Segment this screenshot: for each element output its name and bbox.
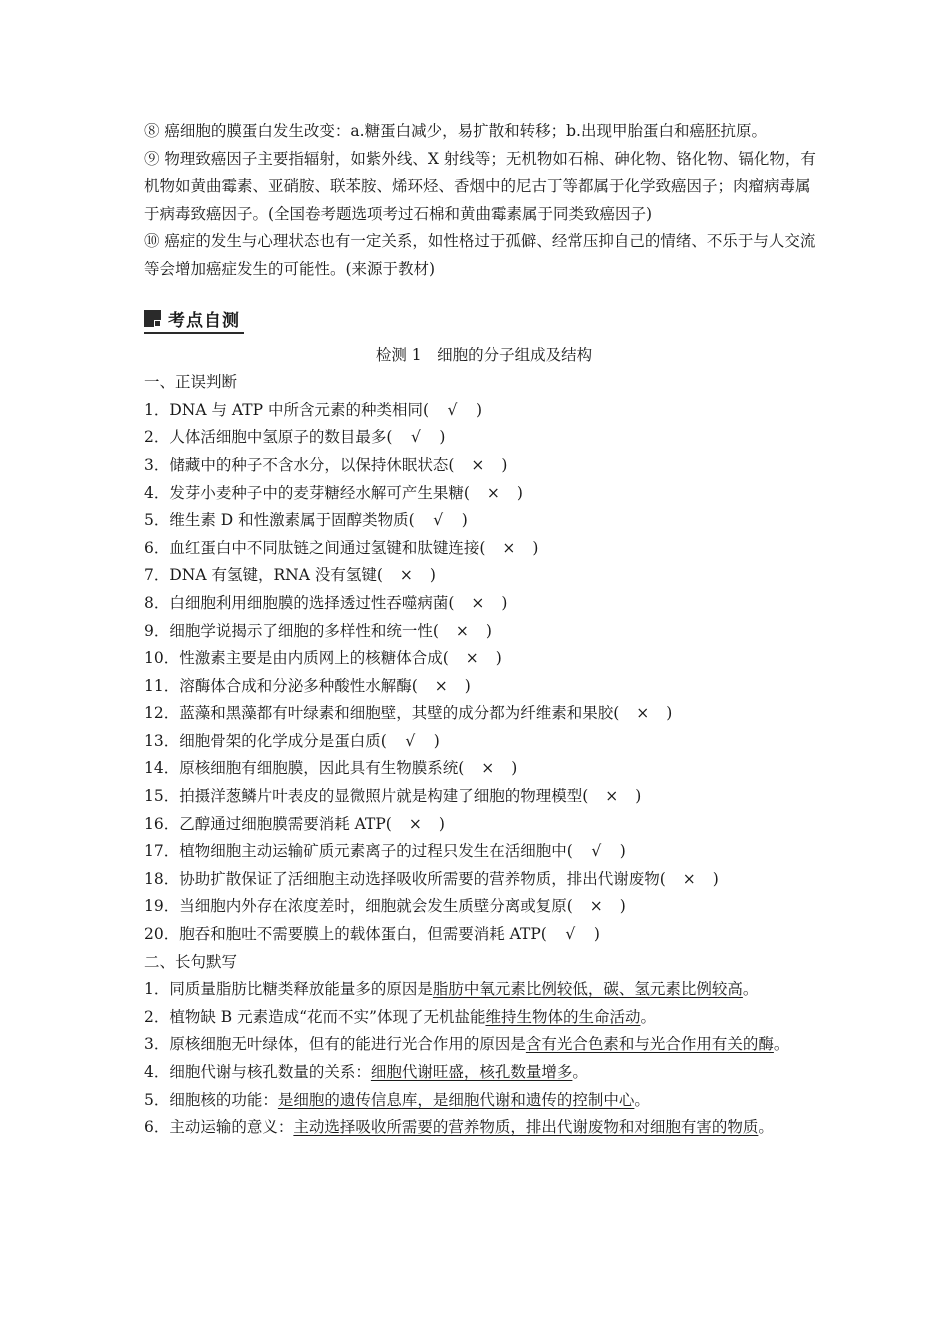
item-text: 6．血红蛋白中不同肽链之间通过氢键和肽键连接( [144, 538, 486, 557]
item-answer: × [605, 787, 619, 806]
part1-heading: 一、正误判断 [144, 373, 238, 392]
close-paren: ) [495, 649, 502, 668]
sentence-end: 。 [572, 1063, 588, 1081]
close-paren: ) [464, 676, 471, 695]
close-paren: ) [666, 704, 673, 723]
item-text: 16．乙醇通过细胞膜需要消耗 ATP( [144, 814, 392, 833]
judgement-item [144, 480, 824, 508]
judgement-item [144, 811, 824, 839]
item-answer: × [502, 538, 516, 557]
judgement-list [144, 397, 824, 949]
item-text: 8．白细胞利用细胞膜的选择透过性吞噬病菌( [144, 593, 455, 612]
item-answer: × [682, 869, 696, 888]
sentence-end: 。 [634, 1090, 650, 1109]
close-paren: ) [433, 731, 440, 750]
item-text: 19．当细胞内外存在浓度差时，细胞就会发生质壁分离或复原( [144, 897, 573, 916]
underlined-answer: 细胞代谢旺盛，核孔数量增多 [370, 1063, 573, 1081]
item-text: 5．维生素 D 和性激素属于固醇类物质( [144, 511, 415, 530]
section-header [144, 306, 824, 332]
judgement-item [144, 535, 824, 563]
item-text: 13．细胞骨架的化学成分是蛋白质( [144, 731, 387, 750]
section-underline [144, 332, 244, 334]
close-paren: ) [516, 483, 523, 502]
sentence-end: 。 [773, 1035, 790, 1054]
item-answer: √ [433, 511, 444, 530]
item-text: 3．储藏中的种子不含水分，以保持休眠状态( [144, 455, 455, 474]
item-text: 7．DNA 有氢键，RNA 没有氢键( [144, 566, 383, 585]
document-page [144, 118, 824, 1142]
sentence-prompt: 3．原核细胞无叶绿体，但有的能进行光合作用的原因是 [144, 1035, 526, 1054]
item-text: 2．人体活细胞中氢原子的数目最多( [144, 428, 393, 447]
judgement-item [144, 866, 824, 894]
judgement-item [144, 728, 824, 756]
close-paren: ) [593, 925, 600, 944]
item-text: 12．蓝藻和黑藻都有叶绿素和细胞壁，其壁的成分都为纤维素和果胶( [144, 704, 620, 723]
item-text: 4．发芽小麦种子中的麦芽糖经水解可产生果糖( [144, 483, 470, 502]
item-text: 18．协助扩散保证了活细胞主动选择吸收所需要的营养物质，排出代谢废物( [144, 869, 666, 888]
section-square-icon [144, 310, 161, 327]
sentence-end: 。 [758, 1118, 774, 1137]
judgement-item [144, 590, 824, 618]
judgement-item [144, 700, 824, 728]
sentence-prompt: 2．植物缺 B 元素造成“花而不实”体现了无机盐能 [144, 1007, 486, 1026]
long-sentence-item [144, 1059, 824, 1087]
sentence-prompt: 6．主动运输的意义： [144, 1118, 294, 1137]
item-text: 11．溶酶体合成和分泌多种酸性水解酶( [144, 676, 418, 695]
item-text: 20．胞吞和胞吐不需要膜上的载体蛋白，但需要消耗 ATP( [144, 925, 547, 944]
item-answer: × [455, 621, 469, 640]
item-answer: √ [410, 428, 421, 447]
sentence-end: 。 [742, 980, 759, 999]
close-paren: ) [429, 566, 436, 585]
section-title: 考点自测 [168, 311, 240, 332]
item-text: 1．DNA 与 ATP 中所含元素的种类相同( [144, 400, 429, 419]
judgement-item [144, 618, 824, 646]
item-answer: × [408, 814, 422, 833]
judgement-item [144, 921, 824, 949]
close-paren: ) [501, 455, 508, 474]
judgement-item [144, 645, 824, 673]
item-text: 14．原核细胞有细胞膜，因此具有生物膜系统( [144, 759, 465, 778]
long-sentence-item [144, 1004, 824, 1032]
long-sentence-item [144, 1087, 824, 1115]
judgement-item [144, 452, 824, 480]
judgement-item [144, 397, 824, 425]
close-paren: ) [532, 538, 539, 557]
close-paren: ) [501, 593, 508, 612]
underlined-answer: 主动选择吸收所需要的营养物质，排出代谢废物和对细胞有害的物质 [293, 1118, 759, 1137]
underlined-answer: 维持生物体的生命活动 [485, 1007, 641, 1026]
item-answer: × [481, 759, 495, 778]
close-paren: ) [476, 400, 483, 419]
intro-paragraph-10: ⑩ 癌症的发生与心理状态也有一定关系，如性格过于孤僻、经常压抑自己的情绪、不乐于与人交流等会增加癌症发生的可能性。(来源于教材) [144, 232, 816, 278]
close-paren: ) [511, 759, 518, 778]
intro-paragraph-8: ⑧ 癌细胞的膜蛋白发生改变：a.糖蛋白减少，易扩散和转移；b.出现甲胎蛋白和癌胚抗原。 [144, 122, 767, 140]
judgement-item [144, 562, 824, 590]
item-answer: × [471, 455, 485, 474]
underlined-answer: 脂肪中氧元素比例较低，碳、氢元素比例较高 [432, 980, 743, 999]
long-sentence-item [144, 976, 824, 1004]
close-paren: ) [439, 428, 446, 447]
item-text: 17．植物细胞主动运输矿质元素离子的过程只发生在活细胞中( [144, 842, 573, 861]
judgement-item [144, 838, 824, 866]
judgement-item [144, 783, 824, 811]
item-answer: √ [447, 400, 458, 419]
judgement-item [144, 755, 824, 783]
close-paren: ) [635, 787, 642, 806]
item-text: 9．细胞学说揭示了细胞的多样性和统一性( [144, 621, 439, 640]
item-answer: √ [565, 925, 576, 944]
close-paren: ) [619, 842, 626, 861]
intro-paragraph-9: ⑨ 物理致癌因子主要指辐射，如紫外线、X 射线等；无机物如石棉、砷化物、铬化物、镉化物，有机物如黄曲霉素、亚硝胺、联苯胺、烯环烃、香烟中的尼古丁等都属于化学致癌因子；肉瘤病毒属于病毒致癌因子。(全国卷考题选项考过石棉和黄曲霉素属于同类致癌因子) [144, 149, 816, 223]
sentence-prompt: 5．细胞核的功能： [144, 1090, 278, 1109]
long-sentence-list [144, 976, 824, 1142]
item-answer: √ [591, 842, 602, 861]
item-text: 10．性激素主要是由内质网上的核糖体合成( [144, 649, 449, 668]
close-paren: ) [461, 511, 468, 530]
close-paren: ) [619, 897, 626, 916]
underlined-answer: 是细胞的遗传信息库，是细胞代谢和遗传的控制中心 [277, 1090, 635, 1109]
part2-heading: 二、长句默写 [144, 952, 238, 971]
close-paren: ) [485, 621, 492, 640]
sentence-prompt: 4．细胞代谢与核孔数量的关系： [144, 1063, 371, 1081]
long-sentence-item [144, 1031, 824, 1059]
sentence-prompt: 1．同质量脂肪比糖类释放能量多的原因是 [144, 980, 433, 999]
close-paren: ) [712, 869, 719, 888]
judgement-item [144, 673, 824, 701]
item-answer: × [486, 483, 500, 502]
item-answer: × [636, 704, 650, 723]
judgement-item [144, 424, 824, 452]
item-answer: × [589, 897, 603, 916]
sentence-end: 。 [640, 1007, 656, 1026]
close-paren: ) [438, 814, 445, 833]
judgement-item [144, 893, 824, 921]
item-answer: × [399, 566, 413, 585]
underlined-answer: 含有光合色素和与光合作用有关的酶 [525, 1035, 774, 1054]
item-answer: √ [405, 731, 416, 750]
item-answer: × [465, 649, 479, 668]
item-answer: × [471, 593, 485, 612]
judgement-item [144, 507, 824, 535]
long-sentence-item [144, 1114, 824, 1142]
item-answer: × [434, 676, 448, 695]
test-title: 检测 1 细胞的分子组成及结构 [375, 345, 593, 364]
item-text: 15．拍摄洋葱鳞片叶表皮的显微照片就是构建了细胞的物理模型( [144, 787, 589, 806]
